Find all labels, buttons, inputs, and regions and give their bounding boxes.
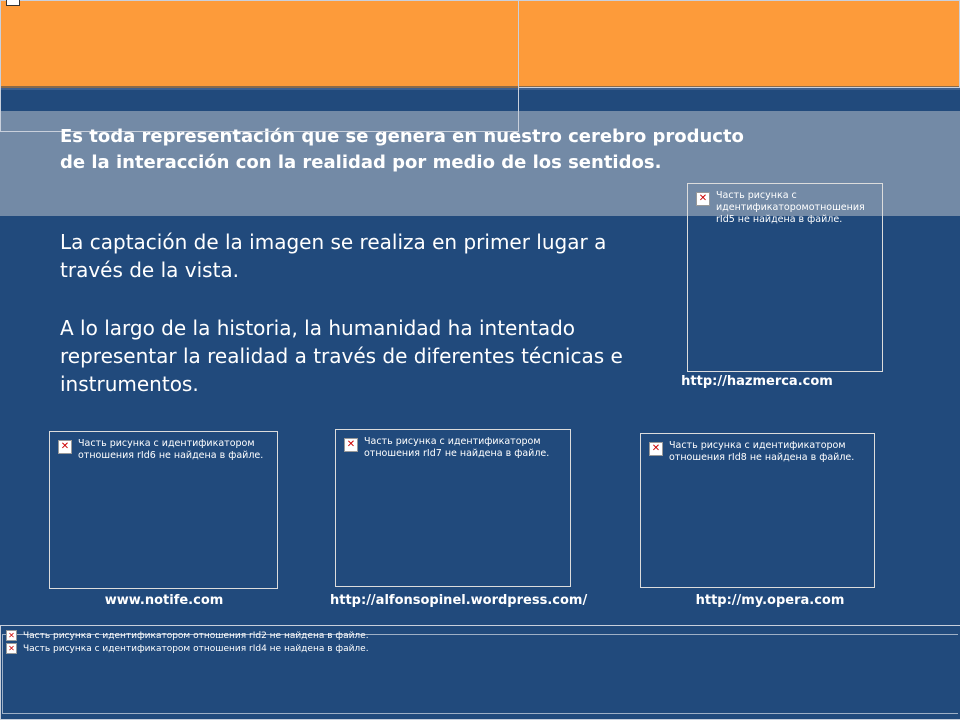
definition-line-2: de la interacción con la realidad por medio de los sentidos.	[60, 152, 662, 173]
caption-hazmerca: http://hazmerca.com	[681, 374, 833, 389]
image-placeholder-rid7[interactable]	[335, 429, 571, 587]
caption-notife: www.notife.com	[104, 593, 224, 608]
placeholder-message: Часть рисунка с идентификаторомотношения rId5 не найдена в файле.	[716, 190, 865, 225]
image-placeholder-rid6[interactable]	[49, 431, 278, 589]
broken-image-icon: ✕	[6, 643, 17, 654]
definition-line-1: Es toda representación que se genera en nuestro cerebro producto	[60, 126, 744, 147]
broken-image-icon: ✕	[344, 438, 358, 452]
broken-image-icon: ✕	[6, 630, 17, 641]
placeholder-message: Часть рисунка с идентификатором отношения rId6 не найдена в файле.	[78, 438, 264, 461]
broken-image-icon: ✕	[58, 440, 72, 454]
broken-image-icon: ✕	[649, 442, 663, 456]
placeholder-message: Часть рисунка с идентификатором отношения rId4 не найдена в файле.	[23, 643, 369, 654]
placeholder-message: Часть рисунка с идентификатором отношения rId2 не найдена в файле.	[23, 630, 369, 641]
broken-image-icon: ✕	[696, 192, 710, 206]
definition-text	[60, 124, 868, 176]
caption-opera: http://my.opera.com	[695, 593, 845, 608]
footer-placeholder-rid4[interactable]	[6, 643, 369, 654]
image-placeholder-rid5[interactable]	[687, 183, 883, 372]
image-placeholder-rid8[interactable]	[640, 433, 875, 588]
caption-alfonsopinel: http://alfonsopinel.wordpress.com/	[330, 593, 588, 608]
placeholder-message: Часть рисунка с идентификатором отношения rId7 не найдена в файле.	[364, 436, 550, 459]
title-placeholder-frame[interactable]	[0, 0, 519, 132]
footer-placeholder-rid2[interactable]	[6, 630, 369, 641]
paragraph-history: A lo largo de la historia, la humanidad ha intentado representar la realidad a través de diferentes técnicas e instrumentos.	[60, 316, 623, 396]
selection-handle[interactable]	[6, 0, 20, 6]
paragraph-vision: La captación de la imagen se realiza en primer lugar a través de la vista.	[60, 230, 607, 282]
header-right-frame	[519, 0, 960, 88]
placeholder-message: Часть рисунка с идентификатором отношения rId8 не найдена в файле.	[669, 440, 855, 463]
